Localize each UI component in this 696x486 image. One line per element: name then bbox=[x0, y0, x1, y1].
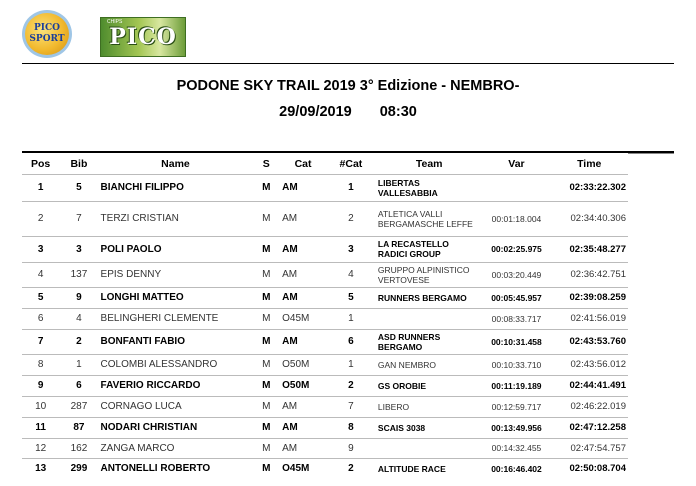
cell-cat: AM bbox=[282, 182, 298, 193]
cell-pos: 5 bbox=[37, 292, 44, 303]
cell-name: ZANGA MARCO bbox=[100, 442, 175, 454]
cell-time: 02:44:41.491 bbox=[569, 380, 626, 391]
cell-s: M bbox=[262, 243, 271, 255]
cell-cat: AM bbox=[282, 269, 298, 280]
col-var: Var bbox=[508, 157, 525, 170]
cell-team bbox=[376, 308, 483, 329]
cell-time: 02:33:22.302 bbox=[569, 182, 626, 193]
cell-s: M bbox=[262, 359, 271, 370]
cell-ncat: 2 bbox=[348, 213, 354, 224]
cell-name: BIANCHI FILIPPO bbox=[100, 182, 184, 193]
cell-s: M bbox=[262, 401, 271, 412]
cell-cat: AM bbox=[282, 401, 298, 412]
cell-bib: 9 bbox=[76, 292, 82, 303]
cell-time: 02:41:56.019 bbox=[570, 313, 626, 324]
table-row bbox=[22, 174, 628, 201]
cell-bib: 162 bbox=[70, 442, 88, 454]
cell-time: 02:47:12.258 bbox=[569, 422, 626, 433]
cell-s: M bbox=[262, 380, 271, 391]
cell-bib: 3 bbox=[76, 243, 82, 255]
cell-var: 00:02:25.975 bbox=[491, 244, 542, 254]
cell-var: 00:11:19.189 bbox=[491, 380, 542, 391]
cell-team: GS OROBIE bbox=[377, 380, 427, 391]
col-team: Team bbox=[415, 157, 443, 170]
table-row bbox=[22, 396, 628, 417]
cell-var: 00:12:59.717 bbox=[491, 401, 542, 412]
cell-ncat: 1 bbox=[348, 313, 354, 324]
cell-cat: O50M bbox=[282, 380, 310, 391]
cell-bib: 299 bbox=[70, 463, 88, 475]
cell-ncat: 8 bbox=[348, 422, 354, 433]
cell-var: 00:10:31.458 bbox=[491, 336, 542, 347]
cell-var: 00:01:18.004 bbox=[491, 213, 542, 224]
cell-cat: AM bbox=[282, 292, 298, 303]
table-row bbox=[22, 417, 628, 438]
cell-bib: 7 bbox=[76, 213, 82, 224]
cell-cat: AM bbox=[282, 442, 298, 454]
cell-pos: 2 bbox=[37, 213, 44, 224]
col-name: Name bbox=[161, 157, 190, 170]
cell-cat: O45M bbox=[282, 313, 310, 324]
cell-s: M bbox=[262, 422, 271, 433]
cell-bib: 5 bbox=[76, 182, 82, 193]
cell-name: FAVERIO RICCARDO bbox=[100, 380, 201, 391]
cell-team: ATLETICA VALLI BERGAMASCHE LEFFE bbox=[377, 208, 473, 229]
cell-time: 02:43:53.760 bbox=[569, 336, 626, 347]
cell-team: RUNNERS BERGAMO bbox=[377, 292, 467, 303]
col-bib: Bib bbox=[70, 157, 88, 170]
cell-name: BELINGHERI CLEMENTE bbox=[100, 313, 219, 324]
cell-name: NODARI CHRISTIAN bbox=[100, 422, 198, 433]
cell-time: 02:50:08.704 bbox=[569, 463, 626, 475]
cell-cat: AM bbox=[282, 213, 298, 224]
cell-team: LIBERO bbox=[377, 401, 410, 412]
col-cat-rank: #Cat bbox=[339, 157, 363, 170]
table-row bbox=[22, 354, 628, 375]
pico-sport-logo bbox=[22, 10, 72, 58]
col-sex: S bbox=[262, 157, 270, 170]
logo-small-text: CHIPS bbox=[107, 19, 123, 25]
cell-var: 00:13:49.956 bbox=[491, 422, 542, 433]
cell-s: M bbox=[262, 182, 271, 193]
race-date: 29/09/2019 bbox=[279, 104, 352, 120]
cell-name: BONFANTI FABIO bbox=[100, 336, 185, 347]
cell-time: 02:43:56.012 bbox=[570, 359, 626, 370]
col-cat: Cat bbox=[294, 157, 312, 170]
cell-name: CORNAGO LUCA bbox=[100, 401, 182, 412]
cell-name: EPIS DENNY bbox=[100, 269, 162, 280]
cell-team: GRUPPO ALPINISTICO VERTOVESE bbox=[377, 264, 470, 285]
cell-ncat: 1 bbox=[348, 359, 354, 370]
cell-team bbox=[376, 438, 483, 458]
cell-name: TERZI CRISTIAN bbox=[100, 213, 179, 224]
cell-bib: 1 bbox=[76, 359, 82, 370]
table-row bbox=[22, 438, 628, 458]
pico-chips-logo bbox=[100, 17, 186, 57]
table-row bbox=[22, 262, 628, 287]
cell-s: M bbox=[262, 336, 271, 347]
col-time: Time bbox=[577, 157, 602, 170]
cell-team: ALTITUDE RACE bbox=[377, 463, 446, 474]
cell-var: 00:08:33.717 bbox=[491, 313, 542, 324]
cell-name: ANTONELLI ROBERTO bbox=[100, 463, 211, 475]
cell-team: LIBERTAS VALLESABBIA bbox=[377, 177, 438, 198]
table-row bbox=[22, 458, 628, 479]
cell-time: 02:36:42.751 bbox=[570, 269, 626, 280]
cell-ncat: 5 bbox=[348, 292, 354, 303]
cell-ncat: 4 bbox=[348, 269, 354, 280]
cell-team: SCAIS 3038 bbox=[377, 422, 426, 433]
header-divider bbox=[22, 63, 674, 64]
cell-s: M bbox=[262, 442, 271, 454]
cell-team: ASD RUNNERS BERGAMO bbox=[377, 331, 441, 352]
cell-pos: 12 bbox=[35, 442, 47, 454]
cell-pos: 1 bbox=[37, 182, 44, 193]
cell-cat: AM bbox=[282, 422, 298, 433]
cell-pos: 7 bbox=[37, 336, 44, 347]
cell-name: LONGHI MATTEO bbox=[100, 292, 184, 303]
cell-cat: O50M bbox=[282, 359, 310, 370]
cell-var: 00:03:20.449 bbox=[491, 269, 542, 280]
cell-cat: O45M bbox=[282, 463, 310, 475]
cell-time: 02:35:48.277 bbox=[569, 243, 626, 255]
cell-bib: 2 bbox=[76, 336, 82, 347]
cell-bib: 287 bbox=[70, 401, 88, 412]
cell-time: 02:46:22.019 bbox=[570, 401, 626, 412]
table-row bbox=[22, 329, 628, 354]
cell-ncat: 2 bbox=[348, 380, 354, 391]
cell-s: M bbox=[262, 463, 271, 475]
results-table bbox=[22, 154, 628, 479]
cell-time: 02:47:54.757 bbox=[570, 442, 626, 454]
table-top-border bbox=[22, 151, 674, 153]
race-date-time bbox=[0, 104, 696, 120]
cell-s: M bbox=[262, 313, 271, 324]
cell-cat: AM bbox=[282, 243, 298, 255]
cell-team: GAN NEMBRO bbox=[377, 359, 436, 370]
cell-name: COLOMBI ALESSANDRO bbox=[100, 359, 218, 370]
cell-time: 02:34:40.306 bbox=[570, 213, 626, 224]
race-title: PODONE SKY TRAIL 2019 3° Edizione - NEMBRO- bbox=[176, 78, 520, 94]
cell-ncat: 2 bbox=[348, 463, 354, 475]
cell-ncat: 9 bbox=[348, 442, 354, 454]
cell-pos: 13 bbox=[35, 463, 47, 475]
cell-s: M bbox=[262, 269, 271, 280]
cell-var: 00:05:45.957 bbox=[491, 292, 542, 303]
cell-s: M bbox=[262, 292, 271, 303]
cell-bib: 6 bbox=[76, 380, 82, 391]
cell-pos: 11 bbox=[35, 422, 46, 433]
table-row bbox=[22, 308, 628, 329]
cell-ncat: 6 bbox=[348, 336, 354, 347]
cell-pos: 9 bbox=[37, 380, 44, 391]
cell-pos: 3 bbox=[37, 243, 44, 255]
logo-text-bottom: SPORT bbox=[29, 34, 65, 44]
cell-ncat: 1 bbox=[348, 182, 354, 193]
cell-pos: 8 bbox=[37, 359, 44, 370]
table-header-row bbox=[22, 154, 628, 174]
table-row bbox=[22, 287, 628, 308]
table-row bbox=[22, 201, 628, 236]
cell-pos: 6 bbox=[37, 313, 44, 324]
cell-var: 00:10:33.710 bbox=[491, 359, 542, 370]
logo-text-top: PICO bbox=[34, 23, 60, 33]
cell-team: LA RECASTELLO RADICI GROUP bbox=[377, 239, 449, 259]
cell-var: 00:16:46.402 bbox=[491, 463, 542, 474]
table-right-rule bbox=[628, 153, 674, 154]
cell-name: POLI PAOLO bbox=[100, 243, 162, 255]
col-pos: Pos bbox=[31, 157, 51, 170]
cell-cat: AM bbox=[282, 336, 298, 347]
logo-big-text: PICO bbox=[109, 24, 177, 50]
results-body bbox=[22, 174, 628, 479]
table-row bbox=[22, 375, 628, 396]
cell-pos: 4 bbox=[37, 269, 44, 280]
cell-var: 00:14:32.455 bbox=[491, 443, 542, 453]
race-time: 08:30 bbox=[379, 104, 417, 120]
cell-ncat: 3 bbox=[348, 243, 354, 255]
cell-bib: 87 bbox=[73, 422, 85, 433]
cell-var bbox=[482, 174, 550, 201]
cell-bib: 4 bbox=[76, 313, 82, 324]
cell-bib: 137 bbox=[70, 269, 88, 280]
cell-ncat: 7 bbox=[348, 401, 354, 412]
cell-pos: 10 bbox=[35, 401, 47, 412]
cell-time: 02:39:08.259 bbox=[569, 292, 626, 303]
table-row bbox=[22, 236, 628, 262]
cell-s: M bbox=[262, 213, 271, 224]
